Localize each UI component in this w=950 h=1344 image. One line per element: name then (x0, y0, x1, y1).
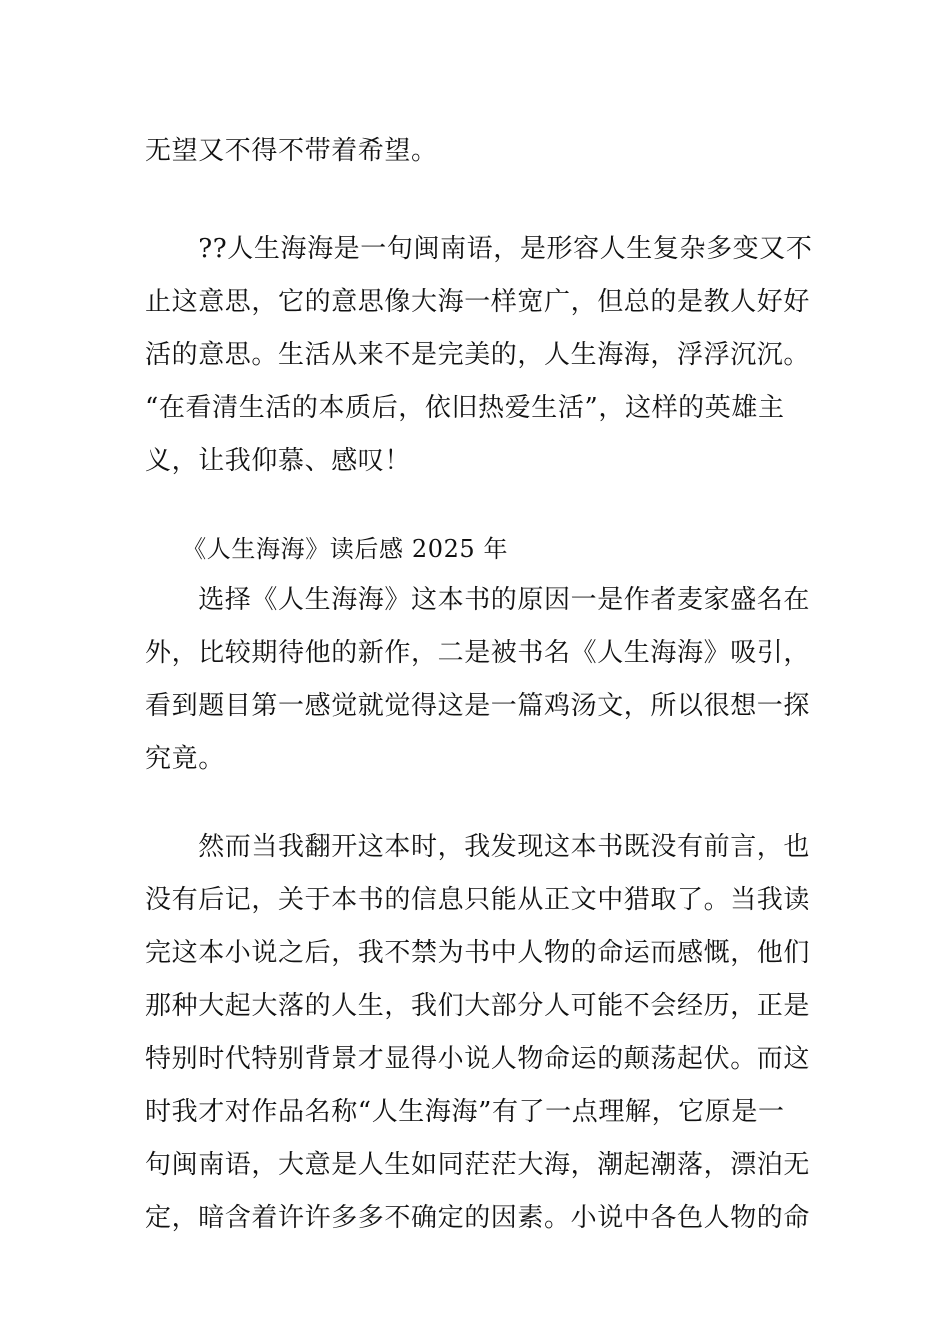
text-line: 选择《人生海海》这本书的原因一是作者麦家盛名在 (145, 585, 811, 615)
text-line: “在看清生活的本质后，依旧热爱生活”，这样的英雄主 (145, 393, 785, 423)
text-line: 无望又不得不带着希望。 (145, 136, 438, 166)
text-line: 那种大起大落的人生，我们大部分人可能不会经历，正是 (145, 991, 811, 1021)
text-line: 外，比较期待他的新作，二是被书名《人生海海》吸引， (145, 638, 811, 668)
text-line: 看到题目第一感觉就觉得这是一篇鸡汤文，所以很想一探 (145, 691, 811, 721)
text-line: 完这本小说之后，我不禁为书中人物的命运而感慨，他们 (145, 938, 811, 968)
text-line: 句闽南语，大意是人生如同茫茫大海，潮起潮落，漂泊无 (145, 1150, 811, 1180)
text-line: 定，暗含着许许多多不确定的因素。小说中各色人物的命 (145, 1203, 811, 1233)
section-heading: 《人生海海》读后感 2025 年 (145, 535, 509, 563)
text-line: 特别时代特别背景才显得小说人物命运的颠荡起伏。而这 (145, 1044, 811, 1074)
text-line: 没有后记，关于本书的信息只能从正文中猎取了。当我读 (145, 885, 811, 915)
text-line: ??人生海海是一句闽南语，是形容人生复杂多变又不 (145, 234, 813, 264)
text-line: 时我才对作品名称“人生海海”有了一点理解，它原是一 (145, 1097, 785, 1127)
text-line: 止这意思，它的意思像大海一样宽广，但总的是教人好好 (145, 287, 811, 317)
text-line: 然而当我翻开这本时，我发现这本书既没有前言，也 (145, 832, 811, 862)
text-line: 活的意思。生活从来不是完美的，人生海海，浮浮沉沉。 (145, 340, 811, 370)
text-line: 究竟。 (145, 744, 225, 774)
text-line: 义，让我仰慕、感叹！ (145, 446, 412, 476)
